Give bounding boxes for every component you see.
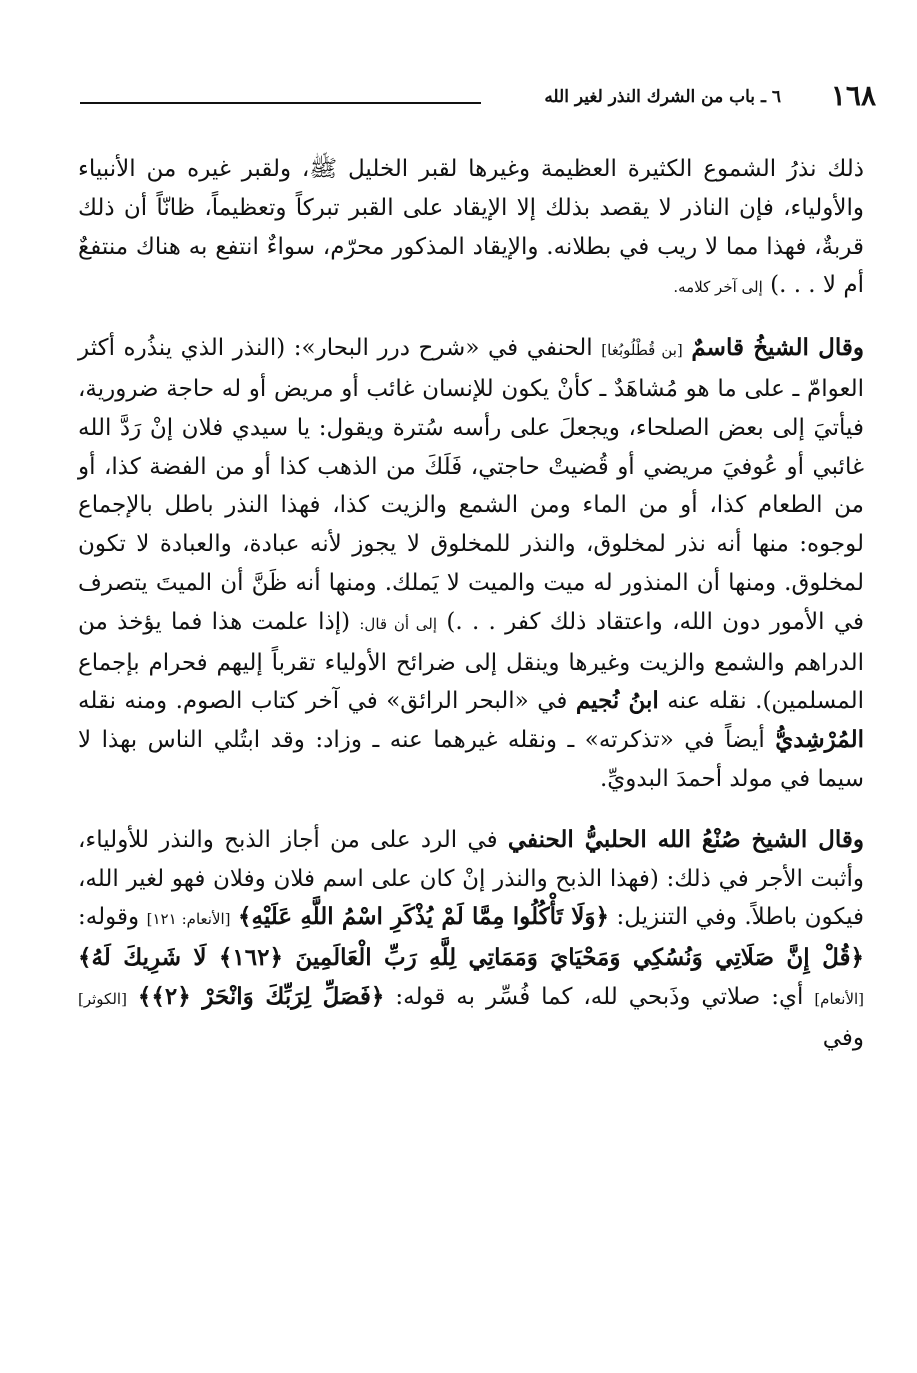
paragraph-text: ذلك نذرُ الشموع الكثيرة العظيمة وغيرها لقبر الخليل ﷺ، ولقبر غيره من الأنبياء والأولياء، فإن الناذر لا يقصد بذلك إلا الإيقاد على القبر تبركاً وتعظيماً، ظانّاً أن ذلك قربةٌ، فهذا مما لا ريب في بطلانه. والإيقاد المذكور محرّم، سواءٌ انتفع به هناك منتفعٌ أم لا . . .) [78, 156, 864, 299]
paragraph-1 [78, 150, 864, 307]
ellipsis-note: إلى آخر كلامه. [673, 278, 763, 297]
editor-insertion: [بن قُطْلُوبُغا] [601, 341, 683, 360]
running-head: ٦ ـ باب من الشرك النذر لغير الله [544, 87, 781, 107]
paragraph-3 [78, 821, 864, 1058]
quran-verse: ﴿قُلْ إِنَّ صَلَاتِي وَنُسُكِي وَمَحْيَايَ وَمَمَاتِي لِلَّهِ رَبِّ الْعَالَمِينَ ﴿١٦٢﴾ لَا شَرِيكَ لَهُ﴾ [78, 944, 864, 972]
paragraph-text: وقوله: [78, 904, 140, 931]
ellipsis-note: إلى أن قال: [359, 614, 438, 633]
quran-verse: ﴿فَصَلِّ لِرَبِّكَ وَانْحَرْ ﴿٢﴾﴾ [137, 982, 385, 1010]
scholar-name: وقال الشيخُ قاسمٌ [691, 334, 865, 362]
quran-verse: ﴿وَلَا تَأْكُلُوا مِمَّا لَمْ يُذْكَرِ اسْمُ اللَّهِ عَلَيْهِ﴾ [238, 903, 609, 931]
paragraph-text: أي: صلاتي وذَبحي لله، كما فُسِّر به قوله: [395, 983, 804, 1010]
scholar-name: وقال الشيخ صُنْعُ الله الحلبيُّ الحنفي [507, 825, 865, 853]
paragraph-text: وفي [822, 1024, 864, 1051]
scholar-name: ابنُ نُجيم [575, 687, 659, 715]
scholar-name: المُرْشِديُّ [775, 726, 864, 754]
page-body [78, 150, 864, 1058]
paragraph-2 [78, 329, 864, 799]
header-rule [80, 102, 481, 104]
paragraph-text: الحنفي في «شرح درر البحار»: (النذر الذي ينذُره أكثر العوامّ ـ على ما هو مُشاهَدٌ ـ كأنْ يكون للإنسان غائب أو مريض أو له حاجة ضرورية، فيأتيَ إلى بعض الصلحاء، ويجعلَ على رأسه سُترة ويقول: يا سيدي فلان إنْ رَدَّ الله غائبي أو عُوفيَ مريضي أو قُضيتْ حاجتي، فَلَكَ من الذهب كذا أو من الفضة كذا، أو من الطعام كذا، أو من الماء ومن الشمع والزيت كذا، فهذا النذر باطل بالإجماع لوجوه: منها أنه نذر لمخلوق، والنذر للمخلوق لا يجوز لأنه عبادة، والعبادة لا تكون لمخلوق. ومنها أن المنذور له ميت والميت لا يَملك. ومنها أنه ظَنَّ أن الميتَ يتصرف في الأمور دون الله، واعتقاد ذلك كفر . . .) [78, 335, 864, 635]
verse-reference: [الأنعام: ١٢١] [146, 910, 231, 929]
page-header [70, 76, 876, 120]
paragraph-text: (إذا علمت هذا فما يؤخذ من الدراهم والشمع والزيت وغيرها وينقل إلى ضرائح الأولياء تقرباً إليهم فحرام بإجماع المسلمين). نقله عنه [78, 608, 864, 715]
verse-reference: [الكوثر] [78, 989, 127, 1008]
paragraph-text: في الرد على من أجاز الذبح والنذر للأولياء، وأثبت الأجر في ذلك: (فهذا الذبح والنذر إنْ كان على اسم فلان وفلان فهو لغير الله، فيكون باطلاً. وفي التنزيل: [78, 826, 865, 931]
verse-reference: [الأنعام] [814, 989, 865, 1008]
paragraph-text: أيضاً في «تذكرته» ـ ونقله غيرهما عنه ـ وزاد: وقد ابتُلي الناس بهذا لا سيما في مولد أحمدَ البدويِّ. [78, 727, 864, 792]
page-number: ١٦٨ [830, 79, 876, 112]
paragraph-text: في «البحر الرائق» في آخر كتاب الصوم. ومنه نقله [78, 688, 568, 715]
